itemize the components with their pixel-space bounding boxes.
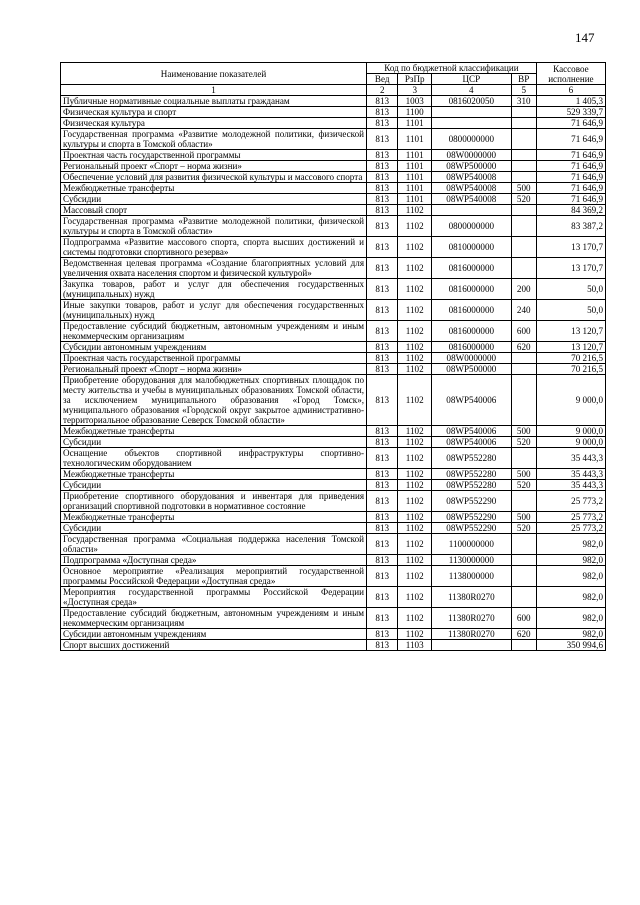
- row-sum-cell: 13 170,7: [536, 237, 605, 258]
- row-rzpr-cell: 1101: [398, 129, 432, 150]
- row-vr-cell: [511, 216, 536, 237]
- row-sum-cell: 25 773,2: [536, 523, 605, 534]
- row-rzpr-cell: 1101: [398, 150, 432, 161]
- row-name-cell: Межбюджетные трансферты: [61, 469, 367, 480]
- row-ved-cell: 813: [367, 375, 398, 426]
- page-number: 147: [575, 30, 595, 45]
- row-vr-cell: 600: [511, 608, 536, 629]
- table-row: [61, 491, 606, 512]
- row-rzpr-cell: 1102: [398, 342, 432, 353]
- row-ved-cell: 813: [367, 608, 398, 629]
- row-sum-cell: 9 000,0: [536, 437, 605, 448]
- row-rzpr-cell: 1101: [398, 161, 432, 172]
- header-name-column: Наименование показателей: [61, 63, 367, 85]
- row-sum-cell: 84 369,2: [536, 205, 605, 216]
- row-csr-cell: 08WP552280: [431, 469, 511, 480]
- row-rzpr-cell: 1101: [398, 118, 432, 129]
- row-rzpr-cell: 1102: [398, 205, 432, 216]
- row-vr-cell: 620: [511, 629, 536, 640]
- row-ved-cell: 813: [367, 629, 398, 640]
- row-vr-cell: 520: [511, 523, 536, 534]
- row-ved-cell: 813: [367, 566, 398, 587]
- row-vr-cell: [511, 205, 536, 216]
- row-name-cell: Оснащение объектов спортивной инфраструктуры спортивно-технологическим оборудованием: [61, 448, 367, 469]
- row-sum-cell: 71 646,9: [536, 183, 605, 194]
- row-name-cell: Физическая культура и спорт: [61, 107, 367, 118]
- row-name-cell: Межбюджетные трансферты: [61, 512, 367, 523]
- row-name-cell: Обеспечение условий для развития физической культуры и массового спорта: [61, 172, 367, 183]
- row-csr-cell: 0800000000: [431, 129, 511, 150]
- row-ved-cell: 813: [367, 150, 398, 161]
- row-vr-cell: [511, 491, 536, 512]
- row-vr-cell: [511, 364, 536, 375]
- row-ved-cell: 813: [367, 512, 398, 523]
- row-sum-cell: 35 443,3: [536, 469, 605, 480]
- row-vr-cell: 240: [511, 300, 536, 321]
- row-rzpr-cell: 1102: [398, 448, 432, 469]
- row-name-cell: Массовый спорт: [61, 205, 367, 216]
- row-sum-cell: 982,0: [536, 587, 605, 608]
- table-row: [61, 300, 606, 321]
- row-sum-cell: 71 646,9: [536, 129, 605, 150]
- row-vr-cell: 520: [511, 480, 536, 491]
- row-vr-cell: [511, 237, 536, 258]
- row-vr-cell: [511, 353, 536, 364]
- row-name-cell: Подпрограмма «Развитие массового спорта, спорта высших достижений и системы подготовки спортивного резерва»: [61, 237, 367, 258]
- table-row: [61, 480, 606, 491]
- row-ved-cell: 813: [367, 480, 398, 491]
- header-ved: Вед: [367, 74, 398, 85]
- row-vr-cell: [511, 107, 536, 118]
- row-sum-cell: 83 387,2: [536, 216, 605, 237]
- row-ved-cell: 813: [367, 534, 398, 555]
- table-row: [61, 107, 606, 118]
- row-sum-cell: 35 443,3: [536, 448, 605, 469]
- row-name-cell: Физическая культура: [61, 118, 367, 129]
- row-name-cell: Предоставление субсидий бюджетным, автономным учреждениям и иным некоммерческим организациям: [61, 321, 367, 342]
- row-sum-cell: 529 339,7: [536, 107, 605, 118]
- row-rzpr-cell: 1102: [398, 426, 432, 437]
- row-csr-cell: 08W0000000: [431, 353, 511, 364]
- row-sum-cell: 350 994,6: [536, 640, 605, 651]
- row-rzpr-cell: 1102: [398, 279, 432, 300]
- row-vr-cell: 600: [511, 321, 536, 342]
- row-name-cell: Субсидии автономным учреждениям: [61, 342, 367, 353]
- row-ved-cell: 813: [367, 321, 398, 342]
- row-csr-cell: 08W0000000: [431, 150, 511, 161]
- row-name-cell: Субсидии: [61, 480, 367, 491]
- row-csr-cell: 1138000000: [431, 566, 511, 587]
- row-vr-cell: [511, 375, 536, 426]
- table-row: [61, 587, 606, 608]
- table-row: [61, 469, 606, 480]
- row-rzpr-cell: 1102: [398, 534, 432, 555]
- row-rzpr-cell: 1101: [398, 194, 432, 205]
- row-name-cell: Межбюджетные трансферты: [61, 183, 367, 194]
- row-sum-cell: 71 646,9: [536, 194, 605, 205]
- row-ved-cell: 813: [367, 437, 398, 448]
- row-name-cell: Субсидии: [61, 523, 367, 534]
- row-csr-cell: 08WP500000: [431, 364, 511, 375]
- row-sum-cell: 13 120,7: [536, 321, 605, 342]
- row-vr-cell: [511, 534, 536, 555]
- row-ved-cell: 813: [367, 353, 398, 364]
- column-number: 6: [536, 85, 605, 96]
- row-csr-cell: 08WP540008: [431, 183, 511, 194]
- table-row: [61, 555, 606, 566]
- row-name-cell: Публичные нормативные социальные выплаты гражданам: [61, 96, 367, 107]
- row-sum-cell: 50,0: [536, 300, 605, 321]
- row-name-cell: Региональный проект «Спорт – норма жизни»: [61, 161, 367, 172]
- row-csr-cell: 0800000000: [431, 216, 511, 237]
- row-rzpr-cell: 1102: [398, 216, 432, 237]
- row-rzpr-cell: 1102: [398, 375, 432, 426]
- table-row: [61, 437, 606, 448]
- row-sum-cell: 982,0: [536, 566, 605, 587]
- row-rzpr-cell: 1102: [398, 469, 432, 480]
- row-ved-cell: 813: [367, 640, 398, 651]
- row-name-cell: Ведомственная целевая программа «Создание благоприятных условий для увеличения охвата населения спортом и физической культурой»: [61, 258, 367, 279]
- table-row: [61, 96, 606, 107]
- table-body: [61, 96, 606, 651]
- row-ved-cell: 813: [367, 342, 398, 353]
- row-rzpr-cell: 1102: [398, 566, 432, 587]
- row-sum-cell: 9 000,0: [536, 375, 605, 426]
- row-csr-cell: 0816000000: [431, 321, 511, 342]
- row-vr-cell: [511, 640, 536, 651]
- row-sum-cell: 982,0: [536, 608, 605, 629]
- row-name-cell: Государственная программа «Развитие молодежной политики, физической культуры и спорта в Томской области»: [61, 216, 367, 237]
- row-csr-cell: 0816000000: [431, 258, 511, 279]
- row-ved-cell: 813: [367, 205, 398, 216]
- row-rzpr-cell: 1102: [398, 437, 432, 448]
- row-name-cell: Спорт высших достижений: [61, 640, 367, 651]
- row-name-cell: Приобретение оборудования для малобюджетных спортивных площадок по месту жительства и учебы в муниципальных образованиях Томской области, за исключением муниципального образования «Город Томск», муниципального образования «Городской округ закрытое административно-территориальное образование Северск Томской области»: [61, 375, 367, 426]
- row-sum-cell: 982,0: [536, 629, 605, 640]
- table-row: [61, 237, 606, 258]
- table-row: [61, 353, 606, 364]
- column-number: 2: [367, 85, 398, 96]
- row-vr-cell: 520: [511, 194, 536, 205]
- row-sum-cell: 70 216,5: [536, 353, 605, 364]
- row-sum-cell: 13 170,7: [536, 258, 605, 279]
- table-row: [61, 342, 606, 353]
- row-name-cell: Предоставление субсидий бюджетным, автономным учреждениям и иным некоммерческим организациям: [61, 608, 367, 629]
- column-number: 1: [61, 85, 367, 96]
- row-rzpr-cell: 1102: [398, 258, 432, 279]
- row-sum-cell: 25 773,2: [536, 491, 605, 512]
- table-row: [61, 183, 606, 194]
- table-row: [61, 512, 606, 523]
- table-row: [61, 172, 606, 183]
- row-sum-cell: 71 646,9: [536, 118, 605, 129]
- row-ved-cell: 813: [367, 279, 398, 300]
- row-csr-cell: 08WP540006: [431, 437, 511, 448]
- column-number: 4: [431, 85, 511, 96]
- row-rzpr-cell: 1102: [398, 555, 432, 566]
- row-ved-cell: 813: [367, 172, 398, 183]
- row-vr-cell: [511, 587, 536, 608]
- table-row: [61, 629, 606, 640]
- row-vr-cell: [511, 172, 536, 183]
- row-ved-cell: 813: [367, 258, 398, 279]
- row-rzpr-cell: 1102: [398, 523, 432, 534]
- row-ved-cell: 813: [367, 523, 398, 534]
- row-vr-cell: 620: [511, 342, 536, 353]
- row-ved-cell: 813: [367, 237, 398, 258]
- row-name-cell: Подпрограмма «Доступная среда»: [61, 555, 367, 566]
- table-row: [61, 205, 606, 216]
- row-rzpr-cell: 1102: [398, 237, 432, 258]
- row-rzpr-cell: 1102: [398, 353, 432, 364]
- header-classification-group: Код по бюджетной классификации: [367, 63, 537, 74]
- row-sum-cell: 71 646,9: [536, 150, 605, 161]
- row-csr-cell: 0810000000: [431, 237, 511, 258]
- row-csr-cell: 08WP552290: [431, 512, 511, 523]
- row-csr-cell: 11380R0270: [431, 629, 511, 640]
- header-csr: ЦСР: [431, 74, 511, 85]
- header-cash-execution: Кассовое исполнение: [536, 63, 605, 85]
- row-csr-cell: 0816000000: [431, 342, 511, 353]
- row-name-cell: Субсидии автономным учреждениям: [61, 629, 367, 640]
- row-csr-cell: [431, 205, 511, 216]
- row-vr-cell: [511, 150, 536, 161]
- row-csr-cell: 11380R0270: [431, 608, 511, 629]
- row-csr-cell: 08WP500000: [431, 161, 511, 172]
- row-name-cell: Государственная программа «Социальная поддержка населения Томской области»: [61, 534, 367, 555]
- table-row: [61, 640, 606, 651]
- row-rzpr-cell: 1102: [398, 364, 432, 375]
- row-csr-cell: 0816000000: [431, 279, 511, 300]
- row-csr-cell: 1130000000: [431, 555, 511, 566]
- row-rzpr-cell: 1102: [398, 587, 432, 608]
- row-name-cell: Мероприятия государственной программы Российской Федерации «Доступная среда»: [61, 587, 367, 608]
- row-rzpr-cell: 1101: [398, 183, 432, 194]
- table-row: [61, 150, 606, 161]
- table-row: [61, 216, 606, 237]
- table-row: [61, 129, 606, 150]
- row-name-cell: Закупка товаров, работ и услуг для обеспечения государственных (муниципальных) нужд: [61, 279, 367, 300]
- row-vr-cell: 200: [511, 279, 536, 300]
- table-row: [61, 118, 606, 129]
- row-ved-cell: 813: [367, 491, 398, 512]
- table-row: [61, 448, 606, 469]
- table-row: [61, 258, 606, 279]
- row-name-cell: Иные закупки товаров, работ и услуг для обеспечения государственных (муниципальных) нужд: [61, 300, 367, 321]
- row-csr-cell: 08WP540006: [431, 426, 511, 437]
- row-ved-cell: 813: [367, 161, 398, 172]
- row-ved-cell: 813: [367, 364, 398, 375]
- row-vr-cell: [511, 258, 536, 279]
- row-vr-cell: [511, 161, 536, 172]
- row-csr-cell: 08WP552290: [431, 491, 511, 512]
- row-vr-cell: 500: [511, 469, 536, 480]
- table-row: [61, 321, 606, 342]
- column-number-row: [61, 85, 606, 96]
- row-vr-cell: 310: [511, 96, 536, 107]
- row-ved-cell: 813: [367, 107, 398, 118]
- row-ved-cell: 813: [367, 469, 398, 480]
- table-row: [61, 375, 606, 426]
- row-csr-cell: 0816000000: [431, 300, 511, 321]
- row-sum-cell: 25 773,2: [536, 512, 605, 523]
- row-sum-cell: 70 216,5: [536, 364, 605, 375]
- row-csr-cell: 08WP552290: [431, 523, 511, 534]
- table-row: [61, 426, 606, 437]
- row-ved-cell: 813: [367, 183, 398, 194]
- row-csr-cell: 08WP540008: [431, 172, 511, 183]
- row-rzpr-cell: 1102: [398, 321, 432, 342]
- row-ved-cell: 813: [367, 555, 398, 566]
- row-ved-cell: 813: [367, 448, 398, 469]
- row-csr-cell: [431, 107, 511, 118]
- row-ved-cell: 813: [367, 118, 398, 129]
- row-csr-cell: 11380R0270: [431, 587, 511, 608]
- row-sum-cell: 9 000,0: [536, 426, 605, 437]
- budget-table: [60, 62, 606, 651]
- row-ved-cell: 813: [367, 194, 398, 205]
- row-sum-cell: 982,0: [536, 534, 605, 555]
- row-name-cell: Основное мероприятие «Реализация мероприятий государственной программы Российской Федерации «Доступная среда»: [61, 566, 367, 587]
- table-row: [61, 194, 606, 205]
- row-vr-cell: [511, 129, 536, 150]
- row-rzpr-cell: 1103: [398, 640, 432, 651]
- row-csr-cell: 1100000000: [431, 534, 511, 555]
- row-name-cell: Субсидии: [61, 194, 367, 205]
- row-sum-cell: 71 646,9: [536, 172, 605, 183]
- row-rzpr-cell: 1102: [398, 629, 432, 640]
- row-vr-cell: [511, 566, 536, 587]
- row-sum-cell: 35 443,3: [536, 480, 605, 491]
- table-row: [61, 161, 606, 172]
- row-csr-cell: 08WP540008: [431, 194, 511, 205]
- row-name-cell: Межбюджетные трансферты: [61, 426, 367, 437]
- table-row: [61, 566, 606, 587]
- column-number: 5: [511, 85, 536, 96]
- row-rzpr-cell: 1101: [398, 172, 432, 183]
- row-rzpr-cell: 1003: [398, 96, 432, 107]
- row-vr-cell: 500: [511, 512, 536, 523]
- row-sum-cell: 71 646,9: [536, 161, 605, 172]
- row-ved-cell: 813: [367, 216, 398, 237]
- table-row: [61, 534, 606, 555]
- row-vr-cell: 500: [511, 183, 536, 194]
- row-sum-cell: 50,0: [536, 279, 605, 300]
- row-vr-cell: [511, 118, 536, 129]
- row-csr-cell: 08WP552280: [431, 480, 511, 491]
- row-vr-cell: 520: [511, 437, 536, 448]
- row-name-cell: Субсидии: [61, 437, 367, 448]
- table-row: [61, 364, 606, 375]
- table-row: [61, 279, 606, 300]
- row-name-cell: Проектная часть государственной программы: [61, 353, 367, 364]
- row-csr-cell: 08WP552280: [431, 448, 511, 469]
- row-vr-cell: [511, 448, 536, 469]
- row-ved-cell: 813: [367, 587, 398, 608]
- row-rzpr-cell: 1102: [398, 300, 432, 321]
- column-number: 3: [398, 85, 432, 96]
- row-sum-cell: 13 120,7: [536, 342, 605, 353]
- row-csr-cell: 08WP540006: [431, 375, 511, 426]
- row-rzpr-cell: 1100: [398, 107, 432, 118]
- row-csr-cell: [431, 118, 511, 129]
- row-csr-cell: 0816020050: [431, 96, 511, 107]
- header-rzpr: РзПр: [398, 74, 432, 85]
- header-vr: ВР: [511, 74, 536, 85]
- row-name-cell: Государственная программа «Развитие молодежной политики, физической культуры и спорта в Томской области»: [61, 129, 367, 150]
- table-row: [61, 523, 606, 534]
- row-sum-cell: 1 405,3: [536, 96, 605, 107]
- row-name-cell: Региональный проект «Спорт – норма жизни»: [61, 364, 367, 375]
- row-ved-cell: 813: [367, 426, 398, 437]
- row-rzpr-cell: 1102: [398, 512, 432, 523]
- row-vr-cell: 500: [511, 426, 536, 437]
- row-name-cell: Проектная часть государственной программы: [61, 150, 367, 161]
- row-rzpr-cell: 1102: [398, 480, 432, 491]
- row-vr-cell: [511, 555, 536, 566]
- row-ved-cell: 813: [367, 300, 398, 321]
- row-sum-cell: 982,0: [536, 555, 605, 566]
- row-rzpr-cell: 1102: [398, 491, 432, 512]
- row-ved-cell: 813: [367, 96, 398, 107]
- row-csr-cell: [431, 640, 511, 651]
- row-rzpr-cell: 1102: [398, 608, 432, 629]
- row-name-cell: Приобретение спортивного оборудования и инвентаря для приведения организаций спортивной подготовки в нормативное состояние: [61, 491, 367, 512]
- table-row: [61, 608, 606, 629]
- row-ved-cell: 813: [367, 129, 398, 150]
